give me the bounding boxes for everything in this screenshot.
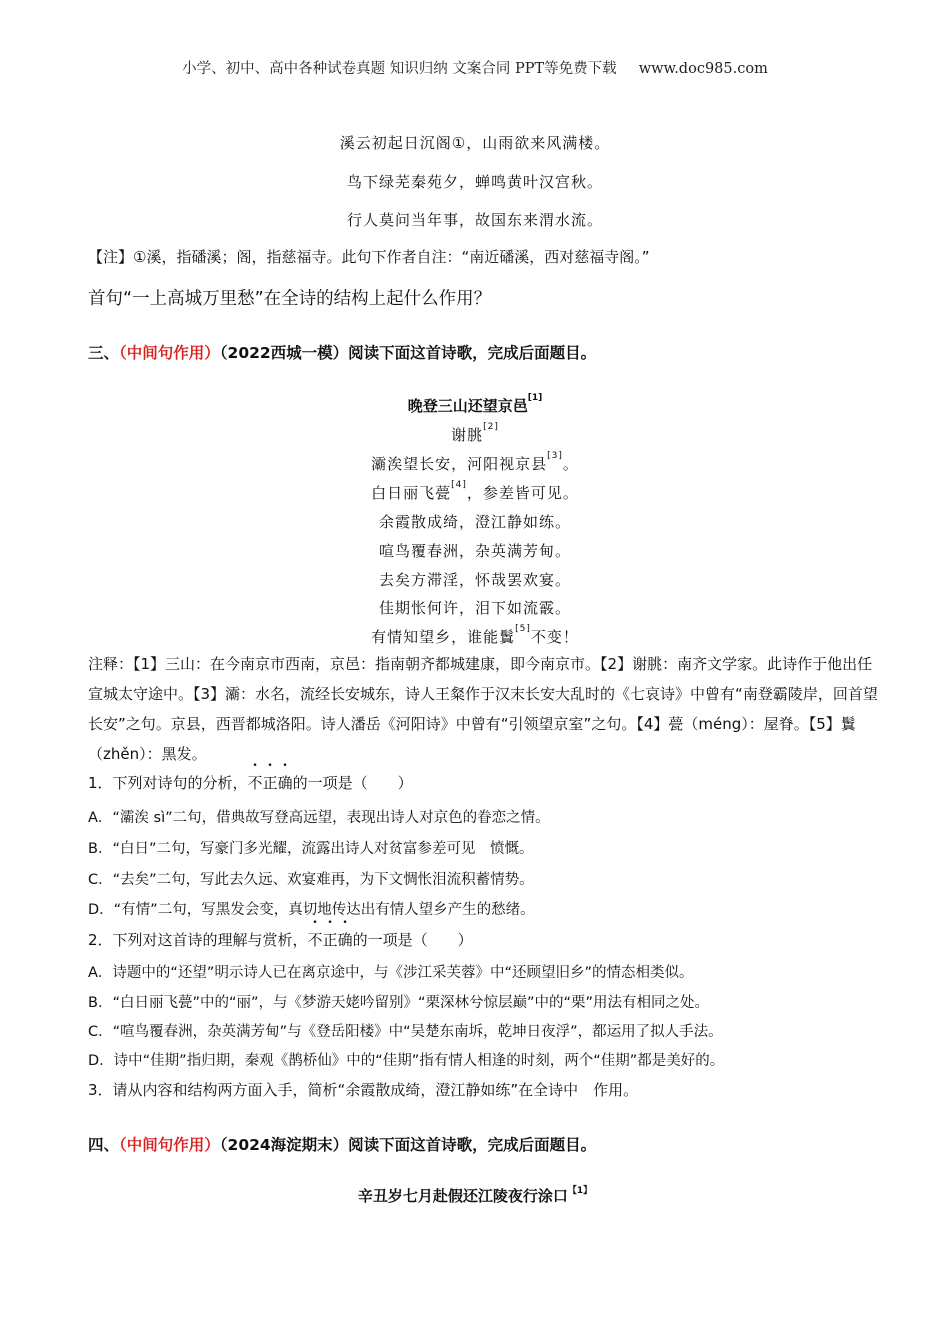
section3-heading	[88, 341, 596, 363]
section3-source: （2022西城一模）阅读下面这首诗歌，完成后面题目。	[219, 344, 597, 362]
poem2-title-sup: [1]	[527, 393, 543, 403]
header-text: 小学、初中、高中各种试卷真题 知识归纳 文案合同 PPT等免费下载	[182, 61, 617, 77]
emphasis-char: 确	[277, 774, 293, 792]
emphasis-char: 确	[337, 931, 353, 949]
poem2-line-6: 佳期怅何许，泪下如流霰。	[378, 599, 571, 617]
poem1-question: 首句“一上高城万里愁”在全诗的结构上起什么作用？	[88, 289, 492, 309]
question-2: 2．下列对这首诗的理解与赏析，不正确的一项是（ ）	[88, 931, 473, 949]
poem2-line-7: 有情知望乡，谁能鬒[5]不变！	[371, 624, 579, 646]
emphasis-char: 正	[322, 931, 338, 949]
poem1-line-3: 行人莫问当年事，故国东来渭水流。	[346, 211, 603, 229]
q1-option-d: D．“有情”二句，写黑发会变，真切地传达出有情人望乡产生的愁绪。	[88, 902, 535, 918]
poem2-line-5: 去矣方滞淫，怀哉罢欢宴。	[378, 571, 571, 589]
section4-heading	[88, 1133, 596, 1155]
q1-option-a: A．“灞涘 sì”二句，借典故写登高远望，表现出诗人对京色的眷恋之情。	[88, 810, 550, 826]
poem2-author-sup: [2]	[483, 422, 499, 432]
emphasis-char: 正	[262, 774, 278, 792]
poem3-title	[0, 1185, 950, 1206]
poem2-line-4: 喧鸟覆春洲，杂英满芳甸。	[378, 542, 571, 560]
poem3-title-text: 辛丑岁七月赴假还江陵夜行涂口	[357, 1187, 568, 1205]
poem2-line-1: 灞涘望长安，河阳视京县[3]。	[371, 451, 579, 473]
section4-tag: （中间句作用）	[119, 1136, 220, 1154]
q1-emphasis	[248, 774, 293, 792]
q1-option-c: C．“去矣”二句，写此去久远、欢宴难再，为下文惆怅泪流积蓄情势。	[88, 872, 534, 888]
poem2-line-3: 余霞散成绮，澄江静如练。	[378, 513, 571, 531]
q2-option-c: C．“喧鸟覆春洲，杂英满芳甸”与《登岳阳楼》中“吴楚东南坼，乾坤日夜浮”，都运用了拟人手法。	[88, 1024, 723, 1040]
q2-emphasis	[308, 931, 353, 949]
poem2-line-2: 白日丽飞甍[4]，参差皆可见。	[371, 480, 579, 502]
poem1-line-1: 溪云初起日沉阁①，山雨欲来风满楼。	[339, 134, 611, 152]
emphasis-char: 不	[307, 931, 323, 949]
poem2-title-text: 晚登三山还望京邑	[407, 397, 528, 415]
emphasis-char: 不	[247, 774, 263, 792]
question-1: 1．下列对诗句的分析，不正确的一项是（ ）	[88, 774, 413, 792]
q1-option-b: B．“白日”二句，写豪门多光耀，流露出诗人对贫富参差可见 愤慨。	[88, 841, 534, 857]
poem3-title-sup: 【1】	[567, 1186, 593, 1196]
poem2-title	[0, 395, 950, 416]
q2-option-a: A．诗题中的“还望”明示诗人已在离京途中，与《涉江采芙蓉》中“还顾望旧乡”的情态相类似。	[88, 965, 694, 981]
q2-option-d: D．诗中“佳期”指归期，秦观《鹊桥仙》中的“佳期”指有情人相逢的时刻，两个“佳期”都是美好的。	[88, 1053, 725, 1069]
section4-num: 四、	[88, 1136, 120, 1154]
page-header	[0, 57, 950, 78]
q2-option-b: B．“白日丽飞甍”中的“丽”，与《梦游天姥吟留别》“栗深林兮惊层巅”中的“栗”用法有相同之处。	[88, 995, 710, 1011]
section3-num: 三、	[88, 344, 120, 362]
poem1-line-2: 鸟下绿芜秦苑夕，蝉鸣黄叶汉宫秋。	[346, 173, 603, 191]
poem2-author-text: 谢朓	[451, 426, 484, 444]
poem1-note: 【注】①溪，指磻溪；阁，指慈福寺。此句下作者自注：“南近磻溪，西对慈福寺阁。”	[88, 248, 650, 266]
question-3: 3．请从内容和结构两方面入手，简析“余霞散成绮，澄江静如练”在全诗中 作用。	[88, 1081, 639, 1099]
header-site: www.doc985.com	[638, 61, 768, 77]
section3-tag: （中间句作用）	[119, 344, 220, 362]
section4-source: （2024海淀期末）阅读下面这首诗歌，完成后面题目。	[219, 1136, 597, 1154]
poem2-author	[0, 424, 950, 445]
poem2-notes: 注释：【1】三山：在今南京市西南，京邑：指南朝齐都城建康，即今南京市。【2】谢朓：南齐文学家。此诗作于他出任宣城太守途中。【3】灞：水名，流经长安城东，诗人王粲作于汉末长安大乱时的《七哀诗》中曾有“南登霸陵岸，回首望长安”之句。京县，西晋都城洛阳。诗人潘岳《河阳诗》中曾有“引领望京室”之句。【4】甍（méng）：屋脊。【5】鬒（zhěn）：黑发。	[88, 655, 878, 763]
